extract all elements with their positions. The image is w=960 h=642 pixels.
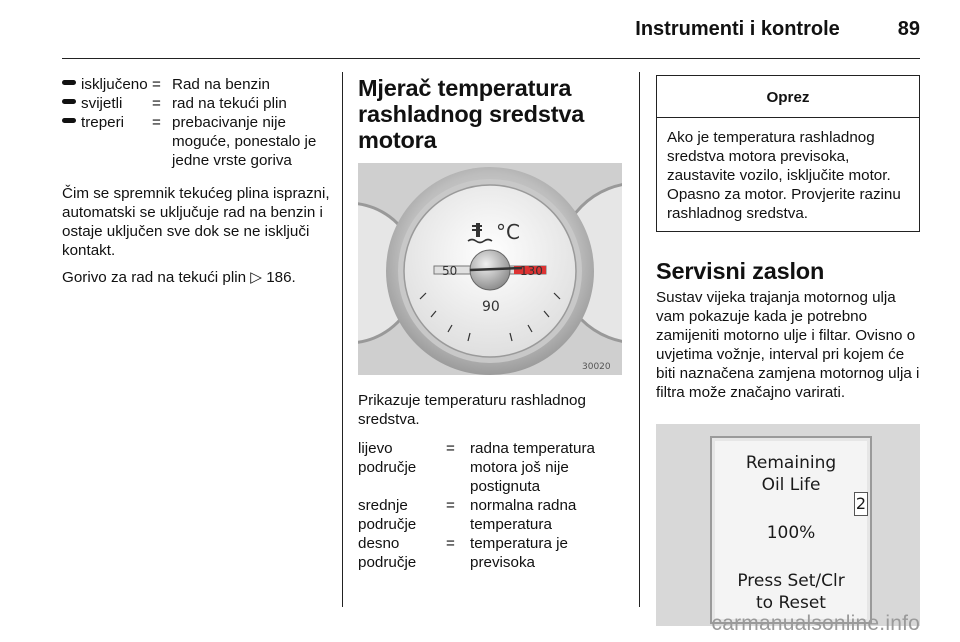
column-2 — [358, 75, 622, 572]
page-title: Instrumenti i kontrole — [635, 18, 840, 40]
oil-life-screen — [710, 436, 872, 624]
reference-page-link[interactable]: 186. — [266, 269, 296, 286]
list-item: svijetli = rad na tekući plin — [62, 94, 330, 113]
gauge-tick-label: 130 — [520, 264, 543, 278]
column-3 — [656, 75, 920, 626]
page-number: 89 — [897, 18, 920, 40]
indicator-dash-icon — [62, 118, 76, 123]
figure-number: 30020 — [582, 362, 611, 372]
list-item: isključeno = Rad na benzin — [62, 75, 330, 94]
coolant-gauge-image — [358, 163, 622, 375]
lpg-fuel-reference: Gorivo za rad na tekući plin ▷ 186. — [62, 269, 296, 286]
list-item: treperi = prebacivanje nije moguće, ponestalo je jedne vrste goriva — [62, 113, 330, 170]
coolant-gauge-heading: Mjerač temperatura rashladnog sredstva motora — [358, 75, 585, 153]
list-item: srednje područje = normalna radna temperatura — [358, 497, 577, 533]
arrow-ref-icon: ▷ — [250, 269, 262, 286]
display-line: to Reset — [756, 593, 826, 613]
header-rule — [62, 58, 920, 59]
temperature-range-list — [358, 439, 622, 572]
indicator-dash-icon — [62, 80, 76, 85]
service-display-heading: Servisni zaslon — [656, 258, 825, 284]
service-display-paragraph: Sustav vijeka trajanja motornog ulja vam pokazuje kada je potrebno zamijeniti motorno ulje i filtar. Ovisno o uvjetima vožnje, interval pri kojem će biti naznačena zamjena motornog ulja i filtra može značajno varirati. — [656, 289, 920, 401]
column-1 — [62, 75, 330, 287]
oil-life-percent: 100% — [766, 523, 816, 543]
gauge-caption: Prikazuje temperaturu rashladnog sredstva. — [358, 392, 586, 428]
lpg-state-list — [62, 75, 330, 170]
display-line: Oil Life — [761, 475, 821, 495]
page-header — [635, 18, 920, 41]
gauge-tick-label: 50 — [442, 264, 458, 278]
indicator-dash-icon — [62, 99, 76, 104]
display-line: Press Set/Clr — [737, 571, 845, 591]
caution-box — [656, 75, 920, 232]
list-item: lijevo područje = radna temperatura motora još nije postignuta — [358, 440, 595, 495]
display-line: Remaining — [745, 453, 837, 473]
display-page-badge: 2 — [854, 492, 868, 516]
column-divider-1 — [342, 72, 343, 607]
gauge-unit: °C — [496, 220, 520, 244]
column-divider-2 — [639, 72, 640, 607]
watermark: carmanualsonline.info — [711, 612, 920, 635]
gauge-tick-label: 90 — [482, 299, 500, 315]
list-item: desno područje = temperatura je previsoka — [358, 535, 568, 571]
caution-body: Ako je temperatura rashladnog sredstva motora previsoka, zaustavite vozilo, isključite motor. Opasno za motor. Provjerite razinu rashladnog sredstva. — [667, 129, 901, 222]
caution-title: Oprez — [657, 76, 919, 118]
lpg-empty-paragraph: Čim se spremnik tekućeg plina isprazni, automatski se uključuje rad na benzin i ostaje uključen sve dok se ne isključi kontakt. — [62, 185, 330, 259]
oil-life-display-image — [656, 424, 920, 626]
